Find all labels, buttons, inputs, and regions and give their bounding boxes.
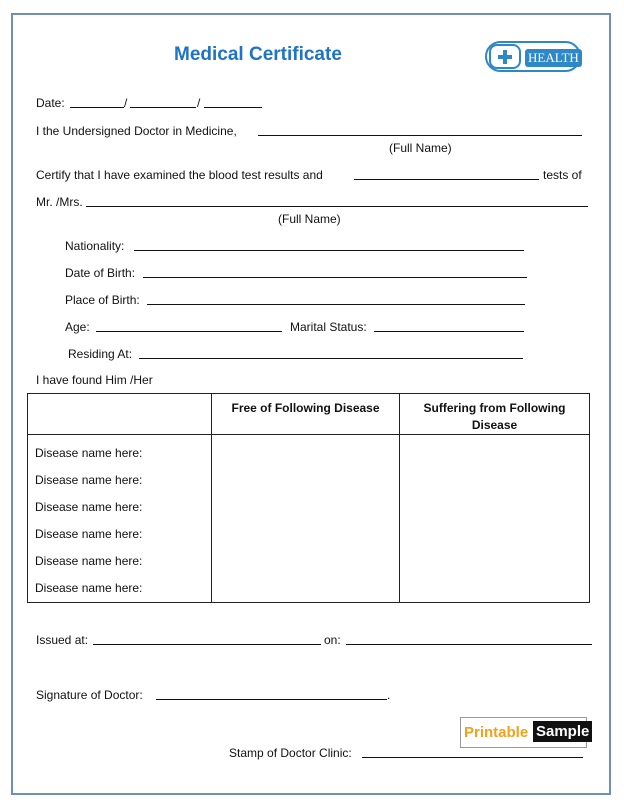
test-type-line[interactable] xyxy=(354,179,539,180)
issued-date-line[interactable] xyxy=(346,644,592,645)
certify-suffix: tests of xyxy=(543,168,582,182)
dob-label: Date of Birth: xyxy=(65,266,136,280)
disease-name-row[interactable]: Disease name here: xyxy=(35,527,143,541)
residing-label: Residing At: xyxy=(68,347,133,361)
watermark-part2: Sample xyxy=(533,721,592,742)
signature-dot: . xyxy=(387,688,391,702)
table-header-empty xyxy=(28,394,212,435)
date-label: Date: xyxy=(36,96,65,110)
disease-names-cell xyxy=(28,435,212,603)
free-disease-cell[interactable] xyxy=(212,435,400,603)
nationality-label: Nationality: xyxy=(65,239,125,253)
patient-name-caption: (Full Name) xyxy=(278,212,341,226)
nationality-line[interactable] xyxy=(134,250,524,251)
disease-name-row[interactable]: Disease name here: xyxy=(35,500,143,514)
table-header-suffering: Suffering from Following Disease xyxy=(400,394,590,435)
certify-label: Certify that I have examined the blood test results and xyxy=(36,168,323,182)
marital-label: Marital Status: xyxy=(290,320,367,334)
marital-line[interactable] xyxy=(374,331,524,332)
found-label: I have found Him /Her xyxy=(36,373,153,387)
stamp-label: Stamp of Doctor Clinic: xyxy=(229,746,352,760)
undersigned-label: I the Undersigned Doctor in Medicine, xyxy=(36,124,237,138)
age-line[interactable] xyxy=(96,331,282,332)
watermark-part1: Printable xyxy=(464,724,529,741)
issued-label: Issued at: xyxy=(36,633,89,647)
dob-line[interactable] xyxy=(143,277,527,278)
stamp-line[interactable] xyxy=(362,757,583,758)
table-header-free: Free of Following Disease xyxy=(212,394,400,435)
disease-table xyxy=(27,393,590,603)
mrmrs-label: Mr. /Mrs. xyxy=(36,195,83,209)
date-sep-1: / xyxy=(124,96,128,110)
issued-place-line[interactable] xyxy=(93,644,321,645)
patient-name-line[interactable] xyxy=(86,206,588,207)
printable-sample-logo xyxy=(460,717,590,748)
health-logo xyxy=(485,41,581,72)
age-label: Age: xyxy=(65,320,90,334)
pob-line[interactable] xyxy=(147,304,525,305)
issued-on-label: on: xyxy=(324,633,341,647)
page-title: Medical Certificate xyxy=(174,44,342,65)
date-day-line[interactable] xyxy=(70,107,124,108)
date-sep-2: / xyxy=(197,96,201,110)
logo-text: HEALTH xyxy=(525,49,582,67)
disease-name-row[interactable]: Disease name here: xyxy=(35,473,143,487)
disease-name-row[interactable]: Disease name here: xyxy=(35,446,143,460)
pob-label: Place of Birth: xyxy=(65,293,140,307)
date-year-line[interactable] xyxy=(204,107,262,108)
doctor-name-caption: (Full Name) xyxy=(389,141,452,155)
disease-name-row[interactable]: Disease name here: xyxy=(35,581,143,595)
disease-name-row[interactable]: Disease name here: xyxy=(35,554,143,568)
doctor-name-line[interactable] xyxy=(258,135,582,136)
signature-label: Signature of Doctor: xyxy=(36,688,143,702)
suffering-disease-cell[interactable] xyxy=(400,435,590,603)
date-month-line[interactable] xyxy=(130,107,196,108)
signature-line[interactable] xyxy=(156,699,387,700)
plus-icon xyxy=(489,44,521,69)
residing-line[interactable] xyxy=(139,358,523,359)
